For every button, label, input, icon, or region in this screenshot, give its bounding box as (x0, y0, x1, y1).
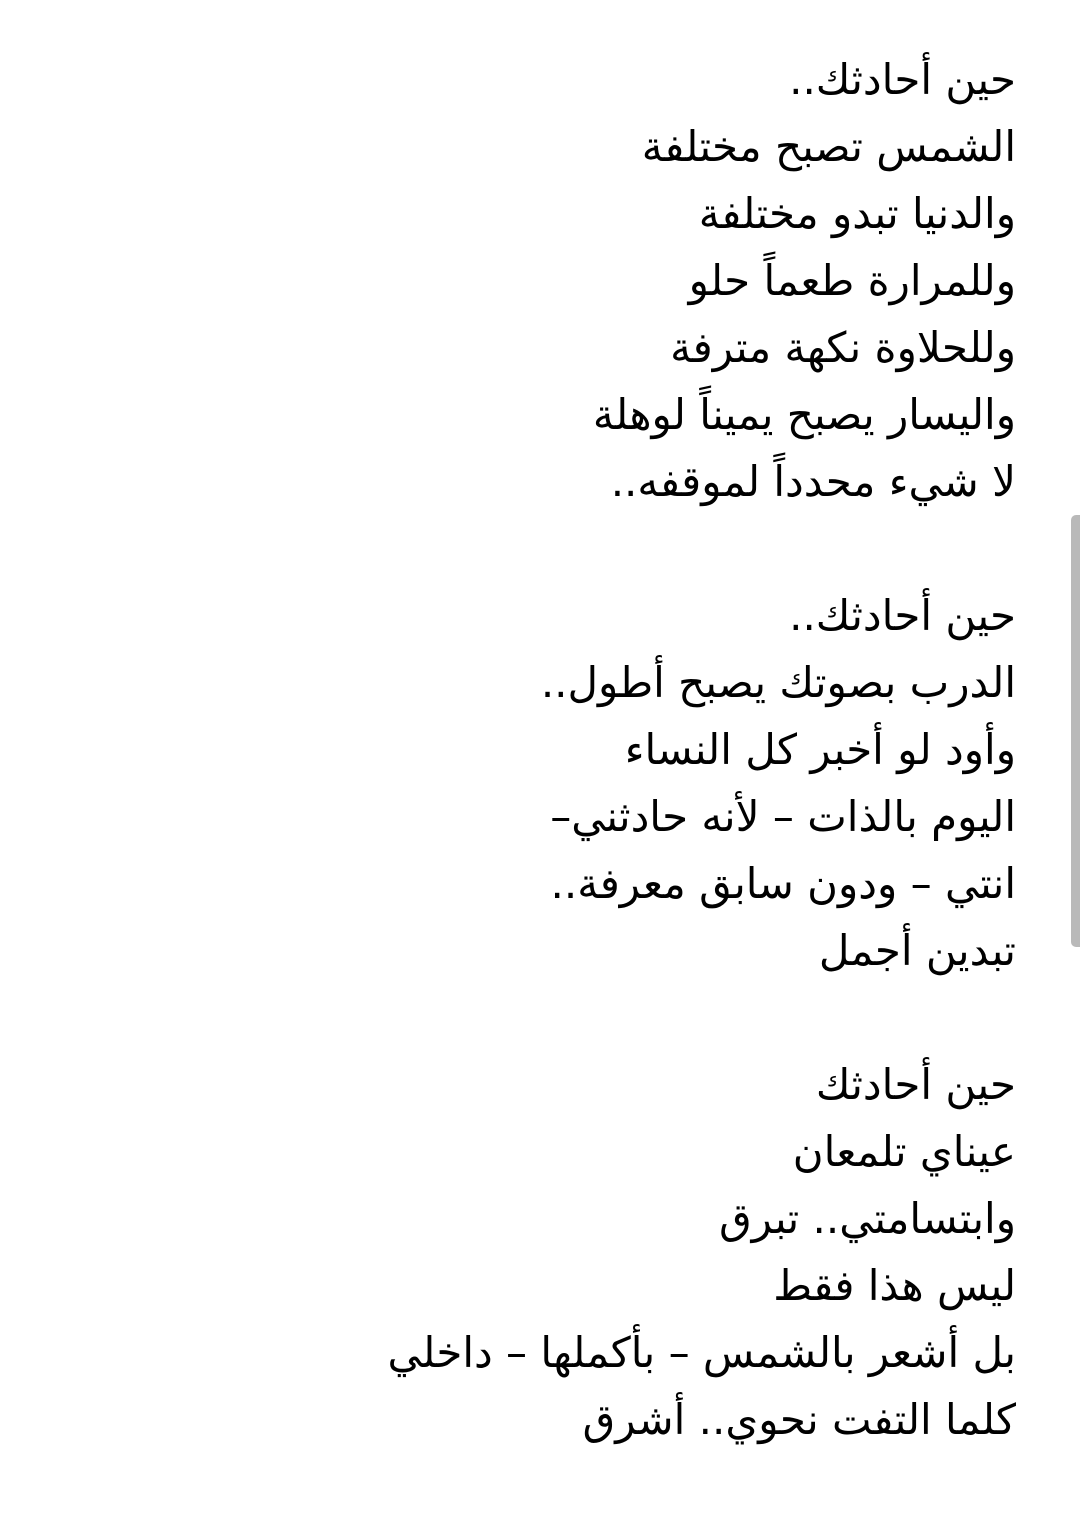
stanza-2 (276, 582, 1016, 984)
poem-line: اليوم بالذات – لأنه حادثني– (550, 792, 1016, 841)
poem-line: ليس هذا فقط (773, 1261, 1016, 1310)
poem-line: حين أحادثك (815, 1060, 1016, 1109)
poem-line: وللحلاوة نكهة مترفة (670, 323, 1016, 372)
poem-line: كلما التفت نحوي.. أشرق (582, 1395, 1016, 1444)
poem-line: وابتسامتي.. تبرق (719, 1194, 1016, 1243)
poem-line: الشمس تصبح مختلفة (641, 122, 1016, 171)
poem-line: وللمرارة طعماً حلو (688, 256, 1016, 305)
poem-line: والدنيا تبدو مختلفة (698, 189, 1016, 238)
poem-line: وأود لو أخبر كل النساء (624, 725, 1016, 774)
poem-line: حين أحادثك.. (789, 55, 1016, 104)
stanza-3 (276, 1051, 1016, 1453)
stanza-1 (276, 46, 1016, 515)
scrollbar-thumb[interactable] (1071, 515, 1080, 947)
poem-line: انتي – ودون سابق معرفة.. (550, 859, 1016, 908)
poem-line: عيناي تلمعان (792, 1127, 1016, 1176)
poem-line: بل أشعر بالشمس – بأكملها – داخلي (387, 1328, 1016, 1377)
poem-line: الدرب بصوتك يصبح أطول.. (540, 658, 1016, 707)
poem-line: تبدين أجمل (818, 926, 1016, 975)
poem-text (276, 46, 1016, 1520)
poem-line: لا شيء محدداً لموقفه.. (610, 457, 1016, 506)
poem-line: حين أحادثك.. (789, 591, 1016, 640)
poem-line: واليسار يصبح يميناً لوهلة (592, 390, 1016, 439)
